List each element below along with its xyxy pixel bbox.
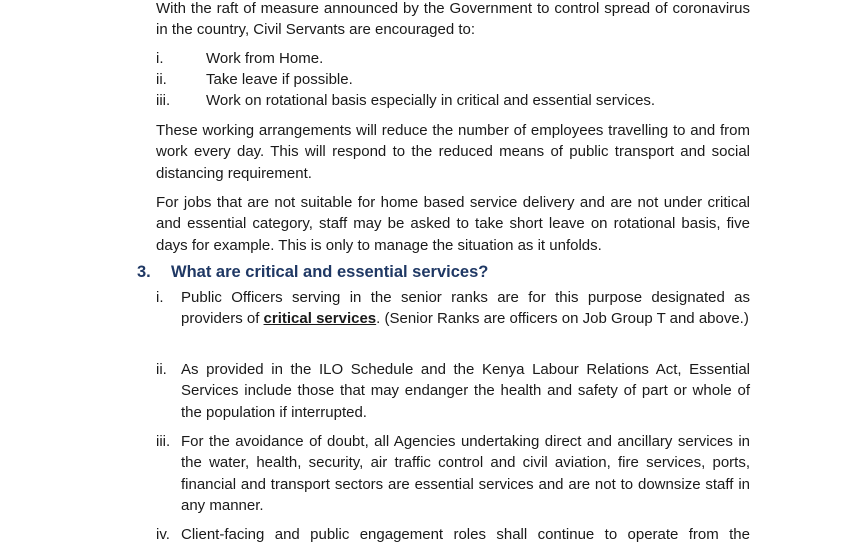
item-text: Public Officers serving in the senior ranks are for this purpose designated as providers of critical services. (Senior Ranks are officers on Job Group T and above.)	[181, 289, 750, 328]
services-item-1	[156, 287, 750, 330]
measure-text: Work from Home.	[206, 50, 324, 67]
measure-item-2	[156, 69, 353, 90]
item-number: iii.	[156, 433, 171, 450]
section-number: 3.	[137, 263, 151, 281]
item-number: iv.	[156, 526, 170, 543]
services-item-3	[156, 431, 750, 516]
item-number: ii.	[156, 361, 167, 378]
measure-number: i.	[156, 50, 164, 67]
item-text: For the avoidance of doubt, all Agencies undertaking direct and ancillary services in the water, health, security, air traffic control and civil aviation, fire services, ports, financial and transport sectors are essential services and are not to downsize staff in any manner.	[181, 433, 750, 514]
section-title: What are critical and essential services?	[171, 263, 489, 281]
intro-paragraph: With the raft of measure announced by the Government to control spread of coronavirus in the country, Civil Servants are encouraged to:	[156, 0, 750, 39]
arrangements-paragraph: These working arrangements will reduce the number of employees travelling to and from work every day. This will respond to the reduced means of public transport and social distancing requirement.	[156, 122, 750, 182]
measure-text: Take leave if possible.	[206, 71, 353, 88]
jobs-paragraph: For jobs that are not suitable for home based service delivery and are not under critical and essential category, staff may be asked to take short leave on rotational basis, five days for example. This is only to manage the situation as it unfolds.	[156, 194, 750, 254]
measure-item-3	[156, 90, 655, 111]
services-item-4	[156, 524, 750, 545]
measure-text: Work on rotational basis especially in critical and essential services.	[206, 92, 656, 109]
measure-number: iii.	[156, 92, 171, 109]
measure-item-1	[156, 48, 323, 69]
item-text: Client-facing and public engagement roles shall continue to operate from the	[181, 526, 750, 543]
section-heading	[137, 263, 488, 282]
item-text: As provided in the ILO Schedule and the Kenya Labour Relations Act, Essential Services include those that may endanger the health and safety of part or whole of the population if interrupted.	[181, 361, 750, 421]
services-item-2	[156, 359, 750, 423]
item-number: i.	[156, 289, 164, 306]
measure-number: ii.	[156, 71, 167, 88]
critical-services-emphasis: critical services	[263, 310, 377, 328]
